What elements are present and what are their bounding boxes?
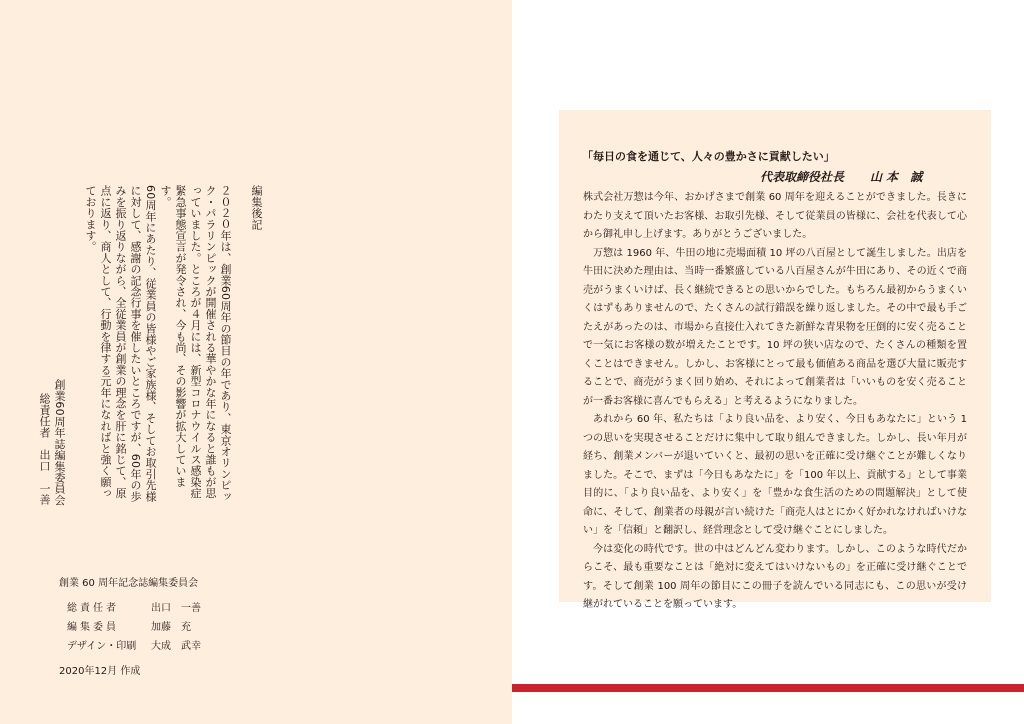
afterword-signature <box>37 185 67 505</box>
colophon-role: 総責任者 <box>67 603 119 614</box>
message-paragraph: 株式会社万惣は今年、おかげさまで創業 60 周年を迎えることができました。長きにわたり支えて頂いたお客様、お取引先様、そして従業員の皆様に、会社を代表して心から御礼申し上げます。ありがとうございました。 <box>583 192 967 240</box>
message-body <box>583 189 967 615</box>
colophon-role: デザイン・印刷 <box>67 641 137 652</box>
president-title: 代表取締役社長 <box>760 170 845 184</box>
red-accent-band <box>512 684 1024 692</box>
afterword-body: ２０２０年は、創業60周年の節目の年であり、東京オリンピック・パラリンピックが開催される華やかな年になると誰もが思っていました。ところが４月には、新型コロナウイルス感染症緊急事態宣言が発令され、今も尚、その影響が拡大しています。 60周年にあたり、従業員の皆様やご家族様、そしてお取引先様に対して、感謝の記念行事を催したいところですが、60年の歩みを振り返りながら、全従業員が創業の理念を肝に銘じて、原点に返り、商人として、行動を律する元年になればと強く願っております。 <box>84 185 232 502</box>
colophon-row <box>59 637 201 656</box>
afterword-title: 編集後記 <box>250 185 263 230</box>
afterword-sign-org: 創業60周年誌編集委員会 <box>53 378 66 505</box>
colophon-date: 2020年12月 作成 <box>59 666 141 677</box>
colophon-row <box>59 618 201 637</box>
message-paragraph: 今は変化の時代です。世の中はどんどん変わります。しかし、このような時代だからこそ、最も重要なことは「絶対に変えてはいけないもの」を正確に受け継ぐことです。そして創業 100 周年の節目にこの冊子を読んでいる同志にも、この思いが受け継がれていることを願っています。 <box>583 543 967 610</box>
colophon-heading: 創業 60 周年記念誌編集委員会 <box>59 578 199 589</box>
colophon-row <box>59 599 201 618</box>
colophon-person: 出口 一善 <box>151 603 201 614</box>
afterword-sign-role: 総責任者 出口 一善 <box>38 393 51 505</box>
president-name: 山本 誠 <box>870 170 927 184</box>
colophon-person: 大成 武幸 <box>151 641 201 652</box>
president-signature <box>760 168 970 185</box>
colophon <box>59 574 201 681</box>
colophon-person: 加藤 充 <box>151 622 191 633</box>
colophon-role: 編集委員 <box>67 622 119 633</box>
message-headline: 「毎日の食を通じて、人々の豊かさに貢献したい」 <box>582 150 835 163</box>
message-paragraph: あれから 60 年、私たちは「より良い品を、より安く、今日もあなたに」という 1 つの思いを実現させることだけに集中して取り組んできました。しかし、長い年月が経ち、創業メンバーが退いていくと、最初の思いを正確に受け継ぐことが難しくなりました。そこで、まずは「今日もあなたに」を「100 年以上、貢献する」として事業目的に、「より良い品を、より安く」を「豊かな食生活のための問題解決」として使命に、そして、創業者の母親が言い続けた「商売人はとにかく好かれなければいけない」を「信頼」と翻訳し、経営理念として受け継ぐことにしました。 <box>583 414 967 536</box>
message-paragraph: 万惣は 1960 年、牛田の地に売場面積 10 坪の八百屋として誕生しました。出店を牛田に決めた理由は、当時一番繁盛している八百屋さんが牛田にあり、その近くで商売がうまくいけば、長く継続できるとの思いからでした。もちろん最初からうまくいくはずもありませんので、たくさんの試行錯誤を繰り返しました。その中で最も手ごたえがあったのは、市場から直接仕入れてきた新鮮な青果物を圧倒的に安く売ることで一気にお客様の数が増えたことです。10 坪の狭い店なので、たくさんの種類を置くことはできません。しかし、お客様にとって最も価値ある商品を選び大量に販売することで、商売がうまく回り始め、それによって創業者は「いいものを安く売ることが一番お客様に喜んでもらえる」と考えるようになりました。 <box>583 247 967 407</box>
afterword-vertical-text <box>37 185 264 505</box>
